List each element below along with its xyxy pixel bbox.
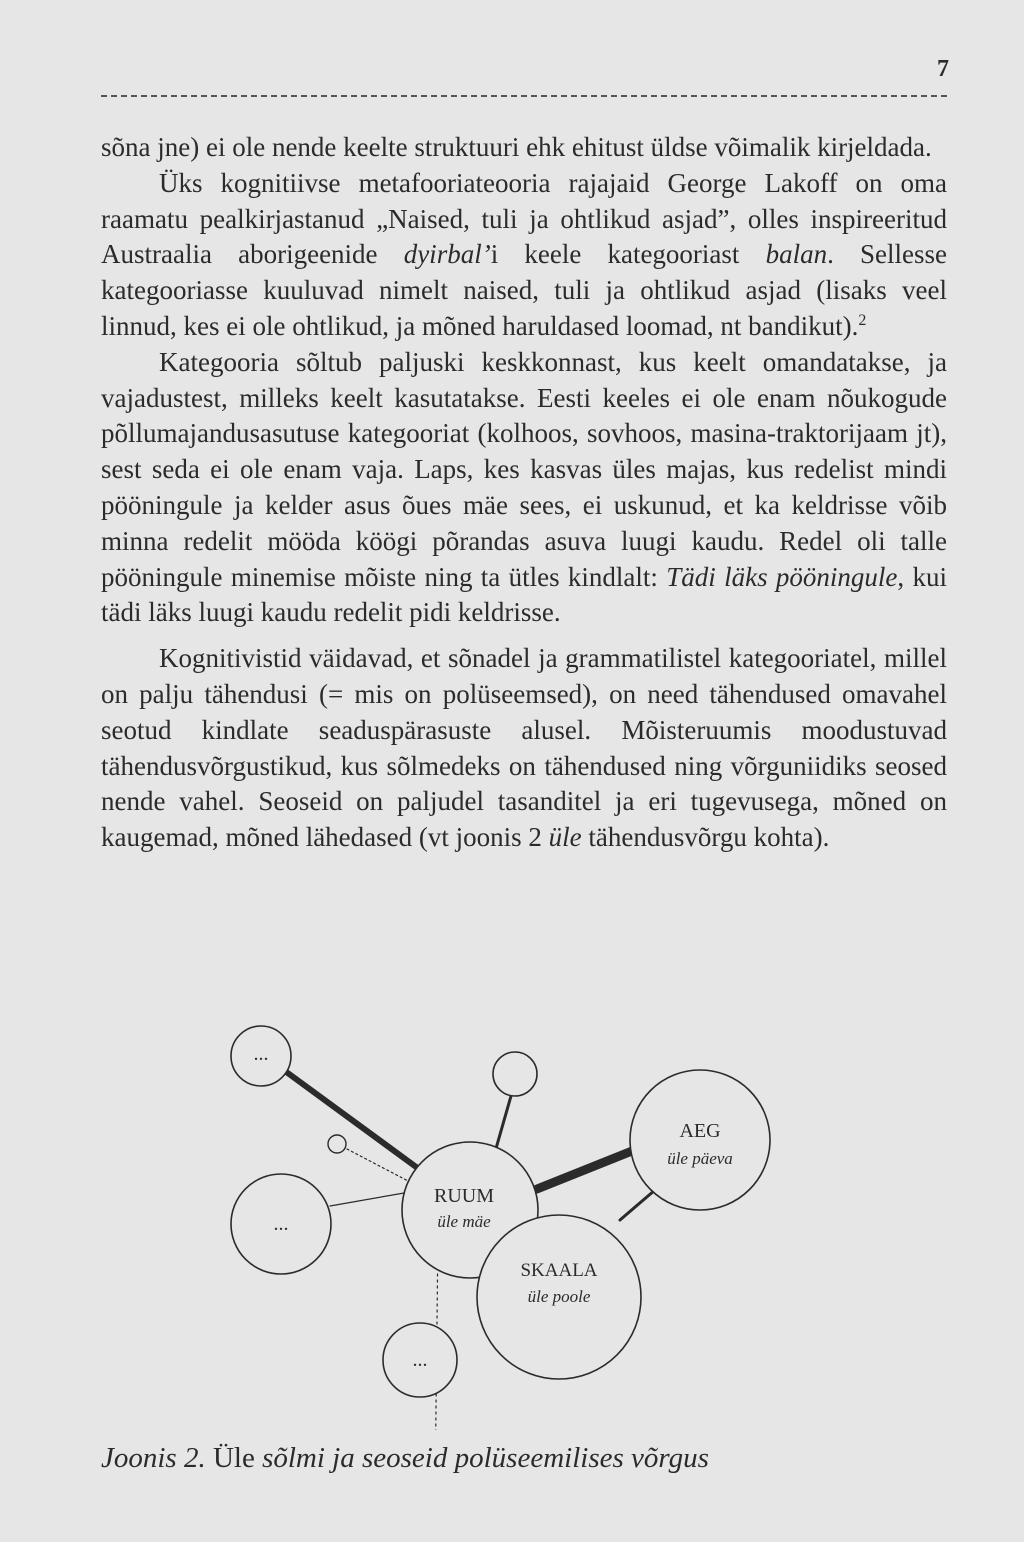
paragraph-1 [101, 130, 947, 166]
body-text [101, 130, 947, 856]
figure-caption [101, 1442, 947, 1475]
page-number: 7 [937, 56, 949, 82]
node-ruum-label: RUUM [433, 1185, 495, 1207]
text-run: Kognitivistid väidavad, et sõnadel ja grammatilistel kategooriatel, millel on palju tähendusi (= mis on polüseemsed), on need tähendused omavahel seotud kindlate seaduspärasuste alusel. Mõisteruumis moodustuvad tähendusvõrgustikud, kus sõlmedeks on tähendused ning võrguniidiks seosed nende vahel. Seoseid on paljudel tasanditel ja eri tugevusega, mõned on kaugemad, mõned lähedased (vt joonis 2 [101, 643, 947, 853]
node-ruum-sublabel: üle mäe [437, 1212, 491, 1231]
text-run: sõna jne) ei ole nende keelte struktuuri ehk ehitust üldse võimalik kirjeldada. [101, 132, 932, 162]
text-run: i keele kategooriast [490, 239, 766, 270]
text-run: Üks kognitiivse metafooriateooria rajajaid George Lakoff on oma raamatu pealkirjastanud „Naised, tuli ja ohtlikud asjad”, olles inspireeritud Austraalia aborigeenide [101, 167, 947, 270]
text-run: tähendusvõrgu kohta). [581, 822, 830, 853]
node-skaala-sublabel: üle poole [527, 1287, 591, 1306]
node-aeg-label: AEG [679, 1120, 721, 1142]
semantic-network-diagram [0, 1010, 1024, 1430]
paragraph-4 [101, 641, 947, 856]
link-ruum-aeg [537, 1151, 632, 1189]
paragraph-3 [101, 345, 947, 631]
italic-term: balan [765, 239, 828, 270]
caption-text: sõlmi ja seoseid polüseemilises võrgus [262, 1442, 709, 1474]
italic-term: Tädi läks pööningule [666, 561, 898, 592]
footnote-ref[interactable]: 2 [858, 311, 867, 329]
link-topleft-ruum [285, 1071, 423, 1172]
italic-term: dyirbal’ [403, 239, 491, 270]
text-run: , kui tädi läks luugi kaudu redelit pidi keldrisse. [101, 561, 948, 628]
caption-keyword: Üle [212, 1442, 255, 1474]
node-left-label: ... [273, 1213, 289, 1235]
node-small [328, 1135, 346, 1153]
header-divider [101, 95, 947, 97]
node-skaala-label: SKAALA [520, 1260, 598, 1281]
italic-term: üle [548, 822, 582, 853]
text-run: . Sellesse kategooriasse kuuluvad nimelt naised, tuli ja ohtlikud asjad (lisaks veel linnud, kes ei ole ohtlikud, ja mõned haruldased loomad, nt bandikut). [101, 239, 947, 341]
link-skaala-aeg [620, 1190, 655, 1220]
paragraph-2 [101, 166, 947, 345]
caption-prefix: Joonis 2. [101, 1442, 206, 1474]
node-bottom-label: ... [412, 1349, 428, 1371]
node-top-right [493, 1052, 537, 1096]
link-left-ruum [330, 1193, 404, 1206]
text-run: Kategooria sõltub paljuski keskkonnast, kus keelt omandatakse, ja vajadustest, milleks keelt kasutatakse. Eesti keeles ei ole enam nõukogude põllumajandusasutuse kategooriat (kolhoos, sovhoos, masina-traktorijaam jt), sest seda ei ole enam vaja. Laps, kes kasvas üles majas, kus redelist mindi pööningule ja kelder asus õues mäe sees, ei uskunud, et ka keldrisse võib minna redelit mööda köögi põrandas asuva luugi kaudu. Redel oli talle pööningule minemise mõiste ning ta ütles kindlalt: [101, 346, 947, 592]
node-top-left-label: ... [253, 1043, 269, 1065]
node-aeg-sublabel: üle päeva [667, 1149, 733, 1168]
